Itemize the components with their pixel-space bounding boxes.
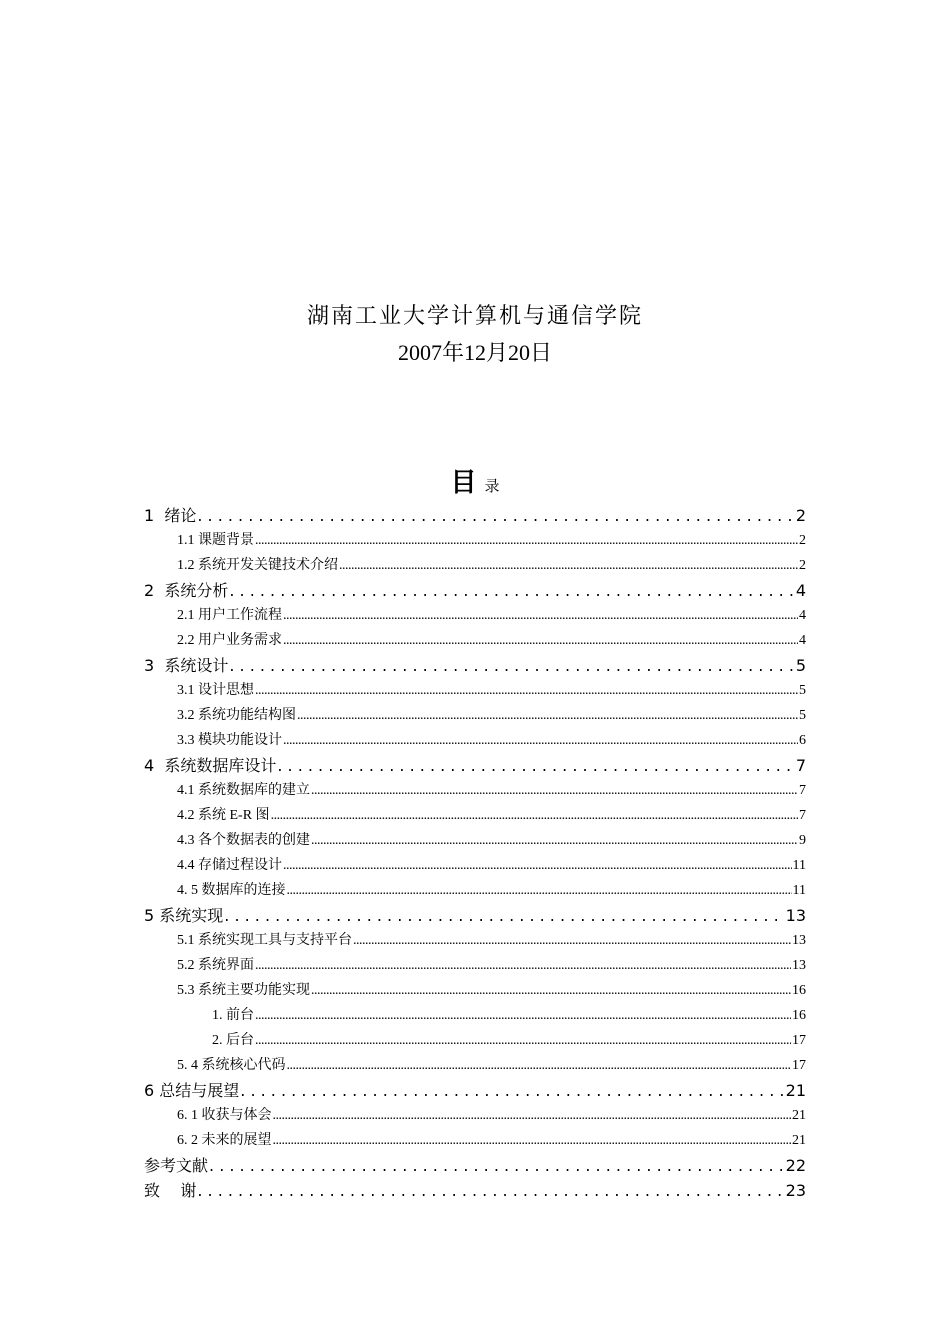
toc-entry-title: 3.1 设计思想: [177, 683, 254, 698]
toc-entry-title: 5 系统实现: [144, 906, 224, 925]
toc-dot-leader: [255, 528, 798, 553]
toc-heading-main: 目: [450, 468, 477, 497]
toc-entry-page: 23: [785, 1181, 806, 1200]
toc-entry-page: 5: [795, 656, 806, 675]
toc-entry-title: 5.2 系统界面: [177, 958, 254, 973]
toc-entry-title: 6. 1 收获与体会: [177, 1108, 272, 1123]
toc-entry-title: 2 系统分析: [144, 581, 229, 600]
toc-section-entry[interactable]: [144, 928, 806, 953]
toc-entry-title: 3 系统设计: [144, 656, 229, 675]
toc-section-entry[interactable]: [144, 953, 806, 978]
toc-entry-title: 4. 5 数据库的连接: [177, 883, 286, 898]
toc-subsection-entry[interactable]: [144, 1003, 806, 1028]
toc-dot-leader: [283, 853, 792, 878]
toc-dot-leader: [271, 803, 798, 828]
toc-entry-title: 2. 后台: [212, 1033, 254, 1048]
toc-dot-leader: [197, 1178, 784, 1203]
toc-entry-page: 21: [792, 1108, 806, 1123]
toc-section-entry[interactable]: [144, 628, 806, 653]
toc-chapter-entry[interactable]: [144, 578, 806, 603]
toc-dot-leader: [287, 1053, 792, 1078]
toc-entry-title: 4.2 系统 E-R 图: [177, 808, 270, 823]
toc-entry-title: 5.1 系统实现工具与支持平台: [177, 933, 352, 948]
toc-entry-title: 1. 前台: [212, 1008, 254, 1023]
toc-dot-leader: [311, 828, 798, 853]
toc-dot-leader: [273, 1103, 792, 1128]
toc-entry-page: 13: [785, 906, 806, 925]
toc-entry-page: 17: [792, 1058, 806, 1073]
toc-entry-page: 16: [792, 1008, 806, 1023]
toc-entry-page: 2: [799, 558, 806, 573]
toc-chapter-entry[interactable]: [144, 1178, 806, 1203]
table-of-contents: [144, 503, 806, 1203]
toc-dot-leader: [255, 678, 798, 703]
toc-dot-leader: [255, 1028, 791, 1053]
toc-entry-page: 11: [792, 858, 806, 873]
toc-chapter-entry[interactable]: [144, 503, 806, 528]
toc-entry-title: 5.3 系统主要功能实现: [177, 983, 310, 998]
toc-dot-leader: [255, 953, 791, 978]
toc-section-entry[interactable]: [144, 878, 806, 903]
toc-section-entry[interactable]: [144, 1053, 806, 1078]
toc-dot-leader: [224, 903, 784, 928]
toc-dot-leader: [283, 728, 798, 753]
toc-entry-page: 5: [799, 683, 806, 698]
toc-entry-page: 9: [799, 833, 806, 848]
toc-entry-page: 22: [785, 1156, 806, 1175]
toc-entry-title: 致 谢: [144, 1181, 197, 1200]
toc-section-entry[interactable]: [144, 603, 806, 628]
toc-entry-title: 1.2 系统开发关键技术介绍: [177, 558, 338, 573]
toc-entry-title: 1.1 课题背景: [177, 533, 254, 548]
toc-entry-page: 7: [795, 756, 806, 775]
toc-entry-page: 11: [792, 883, 806, 898]
toc-heading: [0, 462, 950, 499]
toc-dot-leader: [255, 1003, 791, 1028]
toc-dot-leader: [311, 778, 798, 803]
toc-section-entry[interactable]: [144, 778, 806, 803]
toc-entry-page: 4: [799, 633, 806, 648]
toc-dot-leader: [240, 1078, 784, 1103]
toc-section-entry[interactable]: [144, 1128, 806, 1153]
toc-section-entry[interactable]: [144, 703, 806, 728]
toc-section-entry[interactable]: [144, 978, 806, 1003]
cover-block: [0, 300, 950, 370]
toc-dot-leader: [287, 878, 792, 903]
toc-entry-title: 5. 4 系统核心代码: [177, 1058, 286, 1073]
toc-entry-page: 16: [792, 983, 806, 998]
toc-section-entry[interactable]: [144, 728, 806, 753]
toc-entry-title: 2.2 用户业务需求: [177, 633, 282, 648]
toc-entry-page: 13: [792, 958, 806, 973]
toc-chapter-entry[interactable]: [144, 653, 806, 678]
toc-entry-page: 6: [799, 733, 806, 748]
toc-entry-title: 参考文献: [144, 1156, 209, 1175]
toc-entry-title: 2.1 用户工作流程: [177, 608, 282, 623]
toc-entry-page: 2: [799, 533, 806, 548]
toc-section-entry[interactable]: [144, 853, 806, 878]
toc-entry-page: 21: [785, 1081, 806, 1100]
toc-entry-page: 7: [799, 808, 806, 823]
toc-entry-title: 4.3 各个数据表的创建: [177, 833, 310, 848]
toc-entry-title: 4.1 系统数据库的建立: [177, 783, 310, 798]
toc-entry-page: 2: [795, 506, 806, 525]
toc-entry-title: 3.3 模块功能设计: [177, 733, 282, 748]
toc-section-entry[interactable]: [144, 528, 806, 553]
toc-entry-title: 6. 2 未来的展望: [177, 1133, 272, 1148]
toc-chapter-entry[interactable]: [144, 903, 806, 928]
toc-dot-leader: [283, 603, 798, 628]
toc-section-entry[interactable]: [144, 1103, 806, 1128]
toc-chapter-entry[interactable]: [144, 753, 806, 778]
toc-entry-page: 13: [792, 933, 806, 948]
toc-entry-page: 4: [799, 608, 806, 623]
document-date: 2007年12月20日: [397, 340, 552, 365]
toc-subsection-entry[interactable]: [144, 1028, 806, 1053]
toc-entry-title: 4 系统数据库设计: [144, 756, 277, 775]
toc-dot-leader: [283, 628, 798, 653]
toc-dot-leader: [273, 1128, 792, 1153]
toc-dot-leader: [229, 578, 794, 603]
toc-entry-page: 4: [795, 581, 806, 600]
toc-dot-leader: [209, 1153, 785, 1178]
toc-section-entry[interactable]: [144, 828, 806, 853]
toc-entry-page: 5: [799, 708, 806, 723]
toc-section-entry[interactable]: [144, 553, 806, 578]
toc-chapter-entry[interactable]: [144, 1153, 806, 1178]
toc-entry-title: 3.2 系统功能结构图: [177, 708, 296, 723]
toc-dot-leader: [311, 978, 791, 1003]
toc-entry-page: 7: [799, 783, 806, 798]
institution-name: 湖南工业大学计算机与通信学院: [306, 303, 643, 328]
toc-dot-leader: [353, 928, 791, 953]
toc-entry-page: 17: [792, 1033, 806, 1048]
toc-entry-title: 4.4 存储过程设计: [177, 858, 282, 873]
toc-dot-leader: [297, 703, 798, 728]
toc-section-entry[interactable]: [144, 678, 806, 703]
toc-section-entry[interactable]: [144, 803, 806, 828]
toc-entry-page: 21: [792, 1133, 806, 1148]
toc-heading-secondary: 录: [484, 479, 500, 495]
toc-entry-title: 6 总结与展望: [144, 1081, 240, 1100]
toc-dot-leader: [197, 503, 794, 528]
toc-entry-title: 1 绪论: [144, 506, 197, 525]
toc-dot-leader: [229, 653, 794, 678]
toc-dot-leader: [277, 753, 794, 778]
toc-chapter-entry[interactable]: [144, 1078, 806, 1103]
toc-dot-leader: [339, 553, 798, 578]
